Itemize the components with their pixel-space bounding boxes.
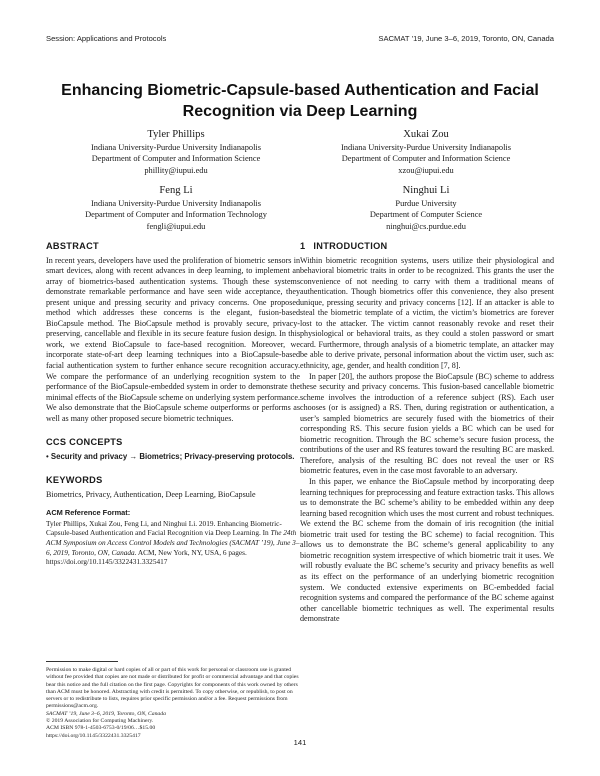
author-department: Department of Computer and Information Technology: [85, 210, 267, 220]
reference-venue: The 24th ACM Symposium on Access Control Models and Technologies (SACMAT ’19), June 3–6, 2019, Toronto, ON, Canada.: [46, 528, 300, 557]
author-name: Tyler Phillips: [147, 129, 205, 140]
section-title: INTRODUCTION: [313, 241, 388, 251]
acm-reference-heading: ACM Reference Format:: [46, 508, 131, 518]
running-header-conference: SACMAT ’19, June 3–6, 2019, Toronto, ON, Canada: [378, 34, 554, 43]
author-affiliation: Purdue University: [395, 199, 457, 208]
intro-paragraph-3: In this paper, we enhance the BioCapsule method by incorporating deep learning techniques for preprocessing and feature extraction tasks. This allows us to demonstrate the BC scheme’s ability to be embedded within any deep learning based recognition which uses the most current and robust techniques. We extend the BC scheme from the domain of iris recognition (the initial biometric trait used for testing the BC scheme) to facial recognition. This allows us to demonstrate the BC scheme’s general applicability to any biometric recognition system irrespective of which biometric trait it uses. We will robustly evaluate the BC scheme’s security and privacy benefits as well as its effect on the performance of an underlying biometric recognition system. We conducted extensive experiments on BC-embedded facial recognition systems and compared the performance of the BC scheme against other cancellable biometric techniques as well. The experimental results demonstrate: [300, 477, 554, 624]
ccs-arrow: →: [129, 451, 138, 461]
ccs-concepts: [46, 452, 300, 462]
author-department: Department of Computer Science: [369, 210, 483, 220]
footnote-rule: [46, 661, 118, 662]
section-number: 1: [300, 241, 306, 251]
author-block-1: [46, 128, 306, 176]
author-name: Ninghui Li: [402, 185, 450, 196]
ccs-heading: CCS CONCEPTS: [46, 437, 123, 448]
author-affiliation: Indiana University-Purdue University Indianapolis: [90, 199, 262, 208]
author-email: phillity@iupui.edu: [144, 165, 208, 175]
intro-paragraph-2: In paper [20], the authors propose the BioCapsule (BC) scheme to address these security and privacy concerns. This fusion-based cancellable biometric scheme involves the introduction of a reference subject (RS). Each user chooses (or is assigned) a RS. Then, during registration or authentication, a user’s sampled biometrics are securely fused with the biometrics of their corresponding RS. This secure fusion yields a BC which can be used for biometric recognition. Through the BC scheme’s secure fusion process, the contributions of the user and RS features toward the resulting BC are masked. Therefore, analysis of the resulting BC does not reveal the user or RS biometric features, even in the case most favorable to an adversary.: [300, 371, 554, 476]
author-affiliation: Indiana University-Purdue University Indianapolis: [90, 143, 262, 152]
author-email: ninghui@cs.purdue.edu: [386, 221, 466, 231]
author-email: fengli@iupui.edu: [146, 221, 206, 231]
abstract-text: In recent years, developers have used the proliferation of biometric sensors in smart devices, along with recent advances in deep learning, to implement an array of biometrics-based authentication systems. Though these systems demonstrate remarkable performance and have seen wide acceptance, they present unique and pressing security and privacy concerns. One proposed method which addresses these concerns is the elegant, fusion-based BioCapsule method. The BioCapsule method is provably secure, privacy-preserving, cancellable and flexible in its secure feature fusion design. In this work, we extend BioCapsule to face-based recognition. Moreover, we incorporate state-of-art deep learning techniques into a BioCapsule-based facial authentication system to further enhance secure recognition accuracy. We compare the performance of an underlying recognition system to the performance of the BioCapsule-embedded system in order to demonstrate the minimal effects of the BioCapsule scheme on underlying system performance. We also demonstrate that the BioCapsule scheme outperforms or performs as well as many other proposed secure biometric techniques.: [46, 255, 300, 423]
author-department: Department of Computer and Information Science: [341, 154, 511, 164]
author-email: xzou@iupui.edu: [398, 165, 454, 175]
author-block-4: [296, 184, 556, 232]
keywords-heading: KEYWORDS: [46, 475, 103, 486]
reference-doi: ACM, New York, NY, USA, 6 pages. https://doi.org/10.1145/3322431.3325417: [46, 547, 247, 567]
author-name: Feng Li: [159, 185, 193, 196]
permission-text: Permission to make digital or hard copies of all or part of this work for personal or classroom use is granted without fee provided that copies are not made or distributed for profit or commercial advantage and that copies bear this notice and the full citation on the first page. Copyrights for components of this work owned by others than ACM must be honored. Abstracting with credit is permitted. To copy otherwise, or republish, to post on servers or to redistribute to lists, requires prior specific permission and/or a fee. Request permissions from permissions@acm.org.: [46, 667, 299, 710]
left-column: [46, 241, 300, 567]
paper-title-line-2: Recognition via Deep Learning: [182, 103, 418, 120]
paper-title-line-1: Enhancing Biometric-Capsule-based Authentication and Facial: [61, 82, 539, 99]
author-name: Xukai Zou: [403, 129, 449, 140]
reference-citation: Tyler Phillips, Xukai Zou, Feng Li, and Ninghui Li. 2019. Enhancing Biometric-Capsule-based Authentication and Facial Recognition via Deep Learning. In: [46, 518, 282, 538]
author-affiliation: Indiana University-Purdue University Indianapolis: [340, 143, 512, 152]
permission-doi: https://doi.org/10.1145/3322431.3325417: [46, 732, 141, 739]
intro-paragraph-1: Within biometric recognition systems, users utilize their physiological and behavioral biometric traits in order to be recognized. This grants the user the convenience of not needing to carry with them a traditional means of authentication. Though biometrics offer this convenience, they also present unique, pressing security and privacy concerns [12]. If an attacker is able to steal the biometric template of a victim, the victim’s biometrics are forever lost to the attacker. The victim cannot reasonably revoke and reset their physiological or behavioral traits, as they could a stolen password or smart card. Furthermore, through analysis of a biometric template, an attacker may be able to derive private, personal information about the victim user, such as: ethnicity, age, gender, and health condition [7, 8].: [300, 255, 554, 371]
keywords-text: Biometrics, Privacy, Authentication, Deep Learning, BioCapsule: [46, 489, 256, 499]
abstract-heading: ABSTRACT: [46, 241, 99, 251]
permission-conference: SACMAT ’19, June 3–6, 2019, Toronto, ON, Canada: [46, 710, 166, 717]
right-column: [300, 241, 554, 625]
running-header-session: Session: Applications and Protocols: [46, 34, 167, 43]
permission-isbn: ACM ISBN 978-1-4503-6753-0/19/06…$15.00: [46, 725, 156, 732]
permission-copyright: © 2019 Association for Computing Machinery.: [46, 718, 154, 725]
ccs-bullet: •: [46, 451, 49, 461]
ccs-subconcepts: Biometrics; Privacy-preserving protocols.: [139, 451, 295, 461]
author-block-3: [46, 184, 306, 232]
permission-footnote: [46, 661, 300, 740]
paper-title: [40, 80, 560, 122]
acm-reference-text: [46, 519, 300, 567]
introduction-heading: [300, 241, 554, 252]
author-block-2: [296, 128, 556, 176]
ccs-top-concept: Security and privacy: [50, 451, 128, 461]
page-number: 141: [293, 738, 307, 747]
author-department: Department of Computer and Information Science: [91, 154, 261, 164]
